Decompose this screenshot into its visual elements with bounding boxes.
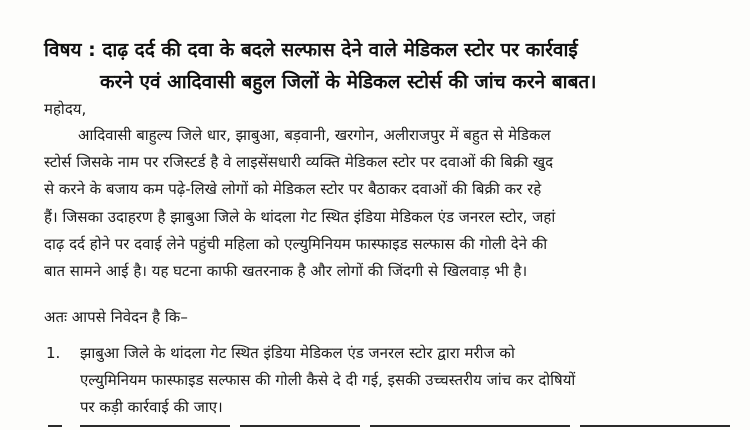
- paragraph-line: से करने के बजाय कम पढ़े-लिखे लोगों को मेडिकल स्टोर पर बैठाकर दवाओं की बिक्री कर रहे: [44, 180, 542, 199]
- body-paragraph: [44, 122, 734, 285]
- paragraph-line: बात सामने आई है। यह घटना काफी खतरनाक है और लोगों की जिंदगी से खिलवाड़ भी है।: [44, 262, 528, 281]
- subject-heading: [44, 34, 734, 98]
- item-line: झाबुआ जिले के थांदला गेट स्थित इंडिया मेडिकल एंड जनरल स्टोर द्वारा मरीज को: [80, 344, 515, 362]
- item-number: 1.: [46, 344, 61, 362]
- request-intro: अतः आपसे निवेदन है कि–: [44, 308, 188, 326]
- item-line: पर कड़ी कार्रवाई की जाए।: [80, 398, 223, 416]
- subject-line-1: विषय : दाढ़ दर्द की दवा के बदले सल्फास देने वाले मेडिकल स्टोर पर कार्रवाई: [44, 39, 578, 61]
- item-line: एल्युमिनियम फास्फाइड सल्फास की गोली कैसे दे दी गई, इसकी उच्चस्तरीय जांच कर दोषियों: [80, 371, 576, 389]
- cut-off-text-line: [44, 421, 734, 430]
- paragraph-line: दाढ़ दर्द होने पर दवाई लेने पहुंची महिला को एल्युमिनियम फास्फाइड सल्फास की गोली देने की: [44, 234, 548, 253]
- paragraph-line: हैं। जिसका उदाहरण है झाबुआ जिले के थांदला गेट स्थित इंडिया मेडिकल एंड जनरल स्टोर, जहां: [44, 207, 556, 226]
- paragraph-line: आदिवासी बाहुल्य जिले धार, झाबुआ, बड़वानी, खरगोन, अलीराजपुर में बहुत से मेडिकल: [78, 126, 551, 144]
- paragraph-line: स्टोर्स जिसके नाम पर रजिस्टर्ड है वे लाइसेंसधारी व्यक्ति मेडिकल स्टोर पर दवाओं की बिक्री खुद: [44, 153, 554, 172]
- numbered-item-1: [44, 340, 734, 421]
- subject-line-2: करने एवं आदिवासी बहुल जिलों के मेडिकल स्टोर्स की जांच करने बाबत।: [100, 71, 597, 93]
- salutation: महोदय,: [44, 100, 87, 118]
